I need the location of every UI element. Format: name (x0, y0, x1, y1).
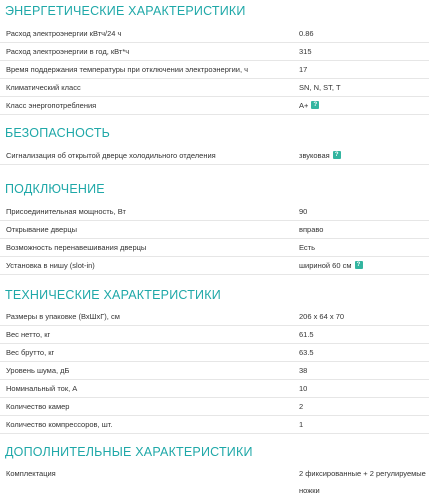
spec-name: Расход электроэнергии кВтч/24 ч (6, 29, 122, 38)
help-icon[interactable]: ? (333, 151, 341, 159)
spec-name: Присоединительная мощность, Вт (6, 207, 126, 216)
spec-row (0, 43, 429, 61)
spec-value: 63.5 (299, 348, 314, 357)
spec-list (0, 147, 429, 165)
spec-row (0, 308, 429, 326)
spec-name: Размеры в упаковке (ВхШхГ), см (6, 312, 120, 321)
spec-name: Расход электроэнергии в год, кВт*ч (6, 47, 130, 56)
spec-value: шириной 60 см ? (299, 257, 363, 274)
spec-row (0, 147, 429, 165)
spec-row (0, 362, 429, 380)
spec-value: 61.5 (299, 330, 314, 339)
spec-value: 10 (299, 384, 308, 393)
spec-row (0, 380, 429, 398)
spec-row (0, 326, 429, 344)
spec-row (0, 79, 429, 97)
spec-name: Открывание дверцы (6, 225, 78, 234)
spec-row (0, 203, 429, 221)
spec-value-continued: ножки (299, 486, 320, 495)
spec-row (0, 221, 429, 239)
spec-name: Количество камер (6, 402, 70, 411)
spec-list (0, 25, 429, 115)
spec-name: Уровень шума, дБ (6, 366, 70, 375)
spec-value: 1 (299, 420, 304, 429)
spec-value: 17 (299, 65, 308, 74)
spec-value: 38 (299, 366, 308, 375)
spec-row (0, 239, 429, 257)
spec-list (0, 308, 429, 434)
spec-name: Номинальный ток, А (6, 384, 78, 393)
spec-name: Количество компрессоров, шт. (6, 420, 113, 429)
spec-value: SN, N, ST, T (299, 83, 341, 92)
section-title: ПОДКЛЮЧЕНИЕ (5, 182, 105, 196)
spec-name: Вес нетто, кг (6, 330, 51, 339)
spec-row (0, 257, 429, 275)
spec-name: Время поддержания температуры при отключении электроэнергии, ч (6, 65, 249, 74)
spec-name: Установка в нишу (slot-in) (6, 261, 95, 270)
section-title: ЭНЕРГЕТИЧЕСКИЕ ХАРАКТЕРИСТИКИ (5, 4, 246, 18)
section-title: ДОПОЛНИТЕЛЬНЫЕ ХАРАКТЕРИСТИКИ (5, 445, 253, 459)
spec-value: 206 x 64 x 70 (299, 312, 345, 321)
spec-value: Есть (299, 243, 316, 252)
spec-row (0, 61, 429, 79)
spec-value: 2 фиксированные + 2 регулируемые (299, 469, 426, 478)
spec-row (0, 25, 429, 43)
spec-name: Комплектация (6, 469, 56, 478)
spec-row (0, 344, 429, 362)
spec-value: 315 (299, 47, 312, 56)
spec-name: Климатический класс (6, 83, 81, 92)
spec-row (0, 416, 429, 434)
spec-name: Вес брутто, кг (6, 348, 55, 357)
spec-value: 90 (299, 207, 308, 216)
spec-name: Сигнализация об открытой дверце холодильного отделения (6, 151, 216, 160)
spec-value: 0.86 (299, 29, 314, 38)
spec-list (0, 465, 429, 499)
spec-value: A+ ? (299, 97, 319, 114)
help-icon[interactable]: ? (311, 101, 319, 109)
section-title: БЕЗОПАСНОСТЬ (5, 126, 111, 140)
spec-name: Класс энергопотребления (6, 101, 97, 110)
spec-row (0, 465, 429, 499)
spec-row (0, 398, 429, 416)
spec-value: звуковая ? (299, 147, 341, 164)
spec-value: вправо (299, 225, 324, 234)
spec-row (0, 97, 429, 115)
spec-name: Возможность перенавешивания дверцы (6, 243, 147, 252)
section-title: ТЕХНИЧЕСКИЕ ХАРАКТЕРИСТИКИ (5, 288, 221, 302)
spec-list (0, 203, 429, 275)
spec-value: 2 (299, 402, 304, 411)
help-icon[interactable]: ? (355, 261, 363, 269)
